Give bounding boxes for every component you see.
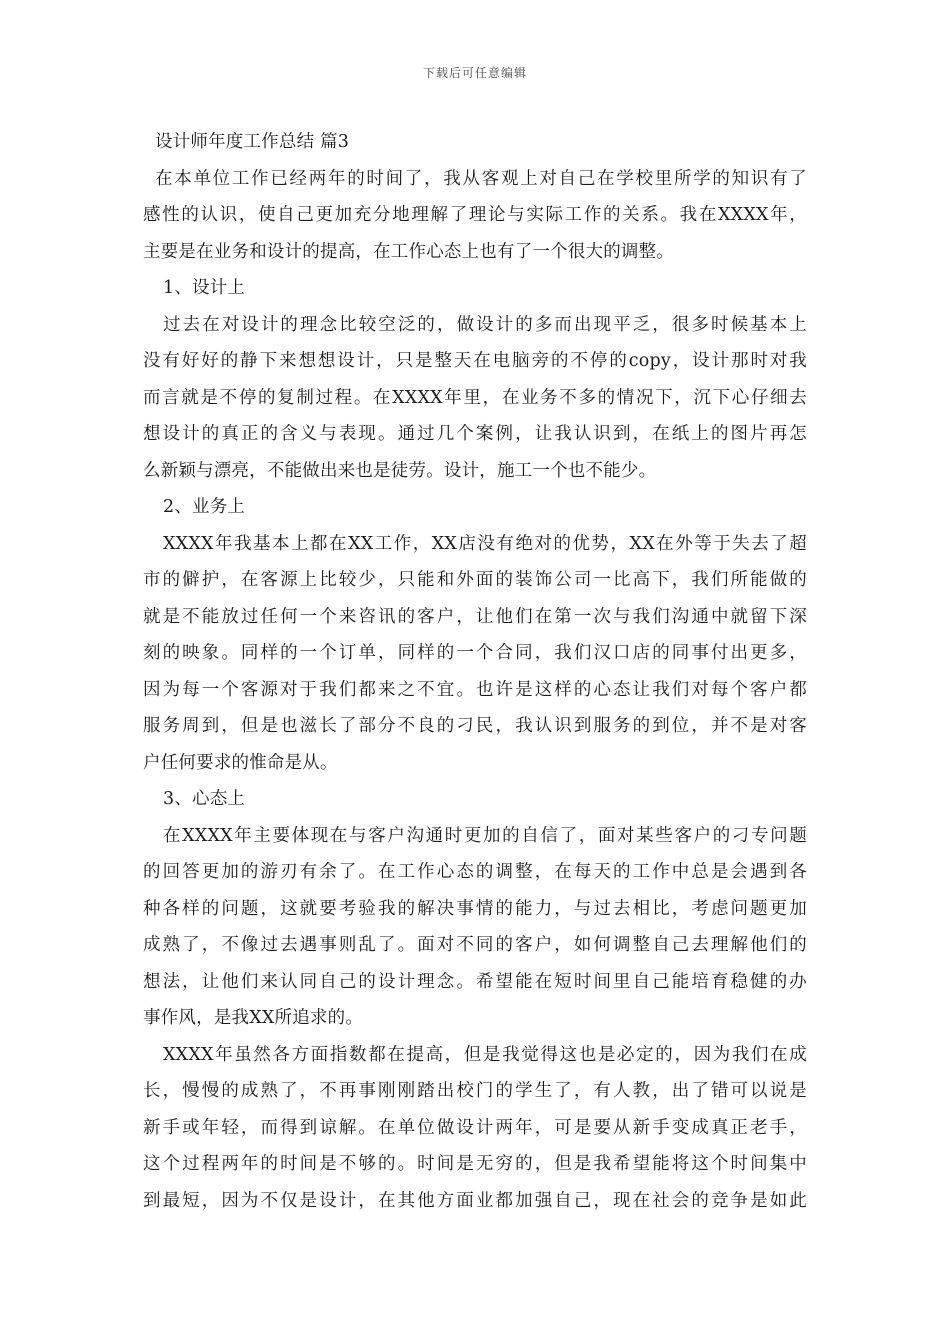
text-line: 因为每一个客源对于我们都来之不宜。也许是这样的心态让我们对每个客户都	[143, 679, 807, 700]
text-line: 过去在对设计的理念比较空泛的，做设计的多而出现平乏，很多时候基本上	[163, 314, 807, 335]
text-line: 么新颖与漂亮，不能做出来也是徒劳。设计，施工一个也不能少。	[143, 460, 657, 481]
text-line: 刻的映象。同样的一个订单，同样的一个合同，我们汉口店的同事付出更多，	[143, 643, 807, 663]
text-line: 的回答更加的游刃有余了。在工作心态的调整，在每天的工作中总是会遇到各	[143, 862, 807, 882]
text-line: 在本单位工作已经两年的时间了，我从客观上对自己在学校里所学的知识有了	[155, 168, 807, 189]
text-line: 主要是在业务和设计的提高，在工作心态上也有了一个很大的调整。	[143, 241, 674, 262]
text-line: 1、设计上	[163, 278, 246, 298]
text-line: 3、心态上	[163, 789, 246, 809]
text-line: 在XXXX年主要体现在与客户沟通时更加的自信了，面对某些客户的刁专问题	[163, 825, 807, 846]
text-line: XXXX年虽然各方面指数都在提高，但是我觉得这也是必定的，因为我们在成	[163, 1044, 807, 1065]
document-title: 设计师年度工作总结 篇3	[155, 132, 350, 152]
text-line: 新手或年轻，而得到谅解。在单位做设计两年，可是要从新手变成真正老手，	[143, 1117, 807, 1138]
text-line: 成熟了，不像过去遇事则乱了。面对不同的客户，如何调整自己去理解他们的	[143, 935, 807, 955]
text-line: 服务周到，但是也滋长了部分不良的刁民，我认识到服务的到位，并不是对客	[143, 716, 807, 736]
text-line: 感性的认识，使自己更加充分地理解了理论与实际工作的关系。我在XXXX年，	[143, 205, 807, 225]
header-note: 下载后可任意编辑	[422, 66, 527, 80]
text-line: 而言就是不停的复制过程。在XXXX年里，在业务不多的情况下，沉下心仔细去	[143, 387, 807, 408]
text-line: 事作风，是我XX所追求的。	[143, 1008, 364, 1028]
text-line: 想法，让他们来认同自己的设计理念。希望能在短时间里自己能培育稳健的办	[143, 971, 807, 992]
text-line: 2、业务上	[163, 497, 246, 517]
text-line: 长，慢慢的成熟了，不再事刚刚踏出校门的学生了，有人教，出了错可以说是	[143, 1081, 807, 1101]
text-line: 市的僻护，在客源上比较少，只能和外面的装饰公司一比高下，我们所能做的	[143, 570, 807, 590]
text-line: 想设计的真正的含义与表现。通过几个案例，让我认识到，在纸上的图片再怎	[143, 424, 807, 444]
text-line: 到最短，因为不仅是设计，在其他方面业都加强自己，现在社会的竞争是如此	[143, 1190, 807, 1211]
text-line: 这个过程两年的时间是不够的。时间是无穷的，但是我希望能将这个时间集中	[143, 1154, 807, 1174]
text-line: 就是不能放过任何一个来咨讯的客户，让他们在第一次与我们沟通中就留下深	[143, 606, 807, 627]
text-line: XXXX年我基本上都在XX工作，XX店没有绝对的优势，XX在外等于失去了超	[163, 533, 807, 554]
text-line: 没有好好的静下来想想设计，只是整天在电脑旁的不停的copy，设计那时对我	[143, 351, 807, 371]
text-line: 户任何要求的惟命是从。	[143, 752, 338, 773]
text-line: 种各样的问题，这就要考验我的解决事情的能力，与过去相比，考虑问题更加	[143, 898, 807, 919]
document-body	[143, 124, 807, 1219]
